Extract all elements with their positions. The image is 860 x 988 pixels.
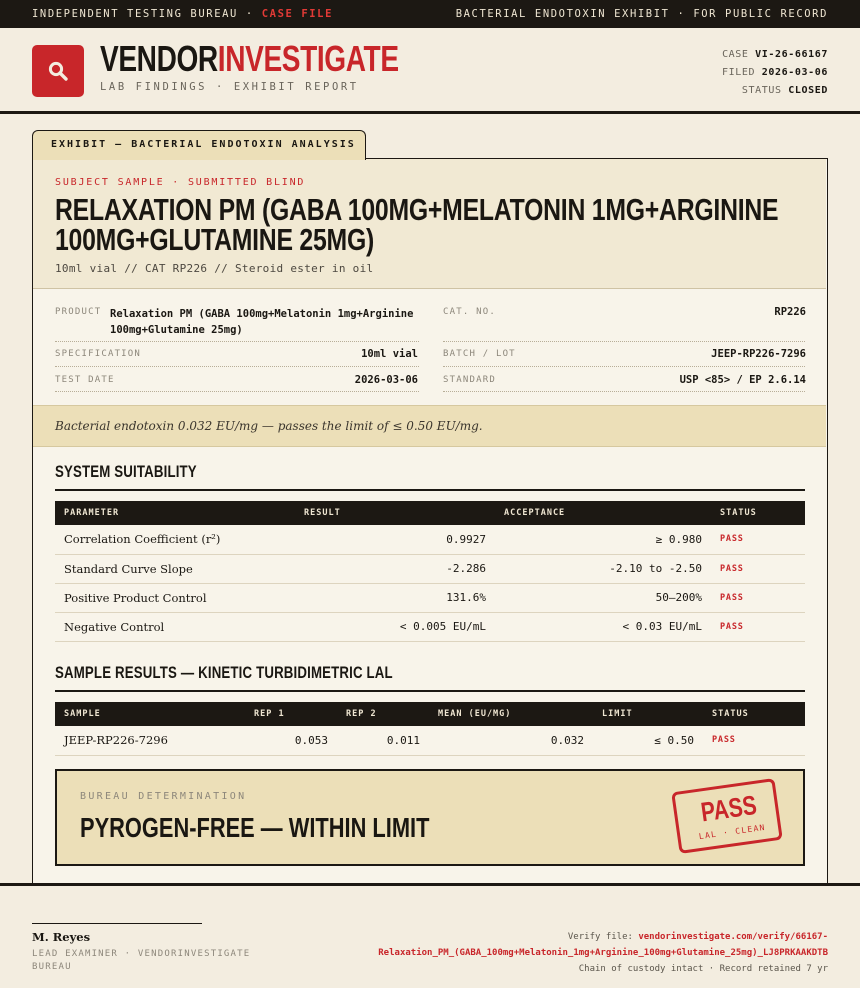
- pass-stamp: PASS LAL · CLEAN: [671, 778, 783, 854]
- determination-value: PYROGEN-FREE — WITHIN LIMIT: [80, 812, 430, 843]
- case-number: VI-26-66167: [755, 49, 828, 60]
- subject-subtitle: 10ml vial // CAT RP226 // Steroid ester in oil: [55, 262, 374, 275]
- search-icon: [47, 60, 69, 82]
- verify-block: Verify file: vendorinvestigate.com/verify/66167- Relaxation_PM_(GABA_100mg+Melatonin_1mg+Arginine_100mg+Glutamine_25mg)_LJ8PRKAAKDTB Chain of custody intact · Record retained 7 yr: [358, 929, 828, 977]
- cat-value: RP226: [774, 306, 806, 318]
- table-row: Standard Curve Slope -2.286 -2.10 to -2.50 PASS: [55, 554, 805, 583]
- cat-label: CAT. NO.: [443, 307, 496, 317]
- result-summary: Bacterial endotoxin 0.032 EU/mg — passes the limit of ≤ 0.50 EU/mg.: [33, 405, 826, 447]
- verify-link[interactable]: vendorinvestigate.com/verify/66167-: [638, 932, 828, 942]
- status-badge: PASS: [703, 726, 805, 755]
- system-suitability-table: [55, 501, 805, 642]
- test-date-label: TEST DATE: [55, 375, 115, 385]
- top-bar-right: BACTERIAL ENDOTOXIN EXHIBIT · FOR PUBLIC RECORD: [455, 8, 828, 20]
- verify-link-cont[interactable]: Relaxation_PM_(GABA_100mg+Melatonin_1mg+Arginine_100mg+Glutamine_25mg)_LJ8PRKAAKDTB: [378, 948, 828, 958]
- table-header-row: PARAMETER RESULT ACCEPTANCE STATUS: [55, 501, 805, 525]
- table-header-row: SAMPLE REP 1 REP 2 MEAN (EU/MG) LIMIT STATUS: [55, 702, 805, 726]
- exhibit-tab: EXHIBIT — BACTERIAL ENDOTOXIN ANALYSIS: [32, 130, 366, 160]
- signer-name: M. Reyes: [32, 930, 91, 944]
- filed-date: 2026-03-06: [761, 67, 828, 78]
- brand-tagline: LAB FINDINGS · EXHIBIT REPORT: [100, 81, 359, 93]
- subject-label: SUBJECT SAMPLE · SUBMITTED BLIND: [55, 177, 306, 188]
- bureau-determination: [55, 769, 805, 866]
- sample-results-heading: SAMPLE RESULTS — KINETIC TURBIDIMETRIC LAL: [55, 663, 393, 682]
- product-value: Relaxation PM (GABA 100mg+Melatonin 1mg+Arginine 100mg+Glutamine 25mg): [110, 308, 414, 336]
- status-badge: PASS: [711, 583, 805, 612]
- subject-panel: [33, 159, 826, 289]
- table-row: Positive Product Control 131.6% 50–200% PASS: [55, 583, 805, 612]
- spec-value: 10ml vial: [361, 348, 418, 360]
- exhibit-card: [32, 158, 828, 884]
- case-meta: CASE VI-26-66167 FILED 2026-03-06 STATUS CLOSED: [722, 49, 828, 96]
- top-bar-left: INDEPENDENT TESTING BUREAU · CASE FILE: [32, 8, 334, 20]
- case-status: CLOSED: [788, 85, 828, 96]
- status-badge: PASS: [711, 612, 805, 641]
- case-file-label: CASE FILE: [261, 8, 334, 20]
- batch-value: JEEP-RP226-7296: [711, 348, 806, 360]
- table-row: Correlation Coefficient (r²) 0.9927 ≥ 0.980 PASS: [55, 525, 805, 554]
- sample-results-table: [55, 702, 805, 756]
- logo: [32, 45, 84, 97]
- signature-line: [32, 923, 202, 924]
- brand-wordmark: VENDORINVESTIGATE: [100, 38, 399, 79]
- determination-label: BUREAU DETERMINATION: [80, 791, 247, 802]
- test-date-value: 2026-03-06: [354, 374, 418, 386]
- product-label: PRODUCT: [55, 307, 102, 317]
- custody-note: Chain of custody intact · Record retained 7 yr: [578, 964, 828, 974]
- spec-label: SPECIFICATION: [55, 349, 142, 359]
- status-badge: PASS: [711, 554, 805, 583]
- subject-title: RELAXATION PM (GABA 100MG+MELATONIN 1MG+ARGININE 100MG+GLUTAMINE 25MG): [55, 192, 779, 257]
- system-suitability-heading: SYSTEM SUITABILITY: [55, 462, 197, 481]
- table-row: JEEP-RP226-7296 0.053 0.011 0.032 ≤ 0.50 PASS: [55, 726, 805, 755]
- header: [0, 28, 860, 114]
- top-bar: [0, 0, 860, 28]
- status-badge: PASS: [711, 525, 805, 554]
- table-row: Negative Control < 0.005 EU/mL < 0.03 EU/mL PASS: [55, 612, 805, 641]
- standard-label: STANDARD: [443, 375, 496, 385]
- signer-role: LEAD EXAMINER · VENDORINVESTIGATE BUREAU: [32, 949, 251, 972]
- batch-label: BATCH / LOT: [443, 349, 516, 359]
- standard-value: USP <85> / EP 2.6.14: [679, 374, 806, 386]
